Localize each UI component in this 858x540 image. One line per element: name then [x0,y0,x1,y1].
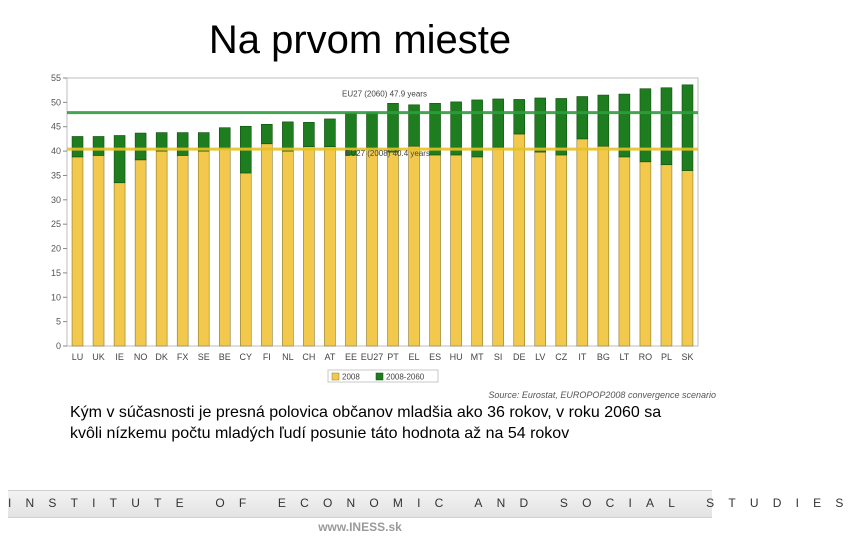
x-tick-label: SK [681,352,694,362]
bar-2008 [598,146,609,346]
x-tick-label: HU [449,352,463,362]
bar-2008-2060 [535,98,546,152]
eu27-2060-reference-label: EU27 (2060) 47.9 years [342,89,427,99]
bar-2008 [661,165,672,346]
bar-2008 [640,162,651,346]
x-tick-label: SI [493,352,503,362]
x-tick-label: IT [578,352,587,362]
bar-2008 [409,146,420,346]
x-tick-label: UK [92,352,105,362]
legend-swatch-2008 [332,373,339,380]
median-age-bar-chart [40,68,720,406]
y-tick-label: 0 [55,341,61,351]
bar-2008-2060 [577,97,588,139]
x-tick-label: DE [512,352,526,362]
bar-2008-2060 [219,128,230,149]
slide-title: Na prvom mieste [208,18,512,62]
bar-2008 [535,152,546,346]
x-tick-label: RO [638,352,653,362]
y-tick-label: 45 [50,121,61,132]
bar-2008-2060 [114,135,125,182]
legend-label-2008-2060: 2008-2060 [386,372,425,382]
bar-2008 [556,155,567,346]
y-tick-label: 25 [50,219,61,230]
y-tick-label: 30 [50,194,61,205]
bar-2008 [682,171,693,346]
bar-2008 [388,152,399,346]
x-tick-label: CH [302,352,316,362]
bar-2008 [93,155,104,346]
x-tick-label: PL [660,352,672,362]
footer-band [8,490,858,518]
x-tick-label: LV [535,352,546,362]
bar-2008 [472,157,483,346]
x-tick-label: BG [596,352,610,362]
bar-2008 [198,151,209,346]
bar-2008 [493,147,504,346]
x-tick-label: ES [429,352,442,362]
y-tick-label: 15 [50,267,61,278]
x-tick-label: EL [408,352,420,362]
legend-label-2008: 2008 [342,372,360,382]
x-tick-label: LU [71,352,84,362]
y-tick-label: 55 [50,73,61,83]
x-tick-label: EU27 [360,352,384,362]
bar-2008-2060 [451,102,462,155]
bar-2008-2060 [493,99,504,147]
bar-2008 [282,151,293,346]
y-tick-label: 20 [50,243,61,254]
footer-institute-name: INSTITUTE OF ECONOMIC AND SOCIAL STUDIES [8,496,858,510]
bar-2008-2060 [282,122,293,151]
x-tick-label: DK [155,352,168,362]
bar-2008 [367,149,378,346]
bar-2008 [261,144,272,346]
bar-2008-2060 [388,103,399,152]
x-tick-label: CY [239,352,253,362]
bar-2008 [451,155,462,346]
y-tick-label: 10 [50,292,61,303]
bar-2008-2060 [556,98,567,155]
bar-2008-2060 [430,103,441,155]
bar-2008 [577,139,588,346]
bar-2008-2060 [619,94,630,157]
x-tick-label: LT [619,352,630,362]
bar-2008-2060 [367,113,378,150]
x-tick-label: FX [176,352,189,362]
bar-2008 [72,157,83,346]
eu27-2008-reference-label: EU27 (2008) 40.4 years [345,149,430,159]
x-tick-label: BE [218,352,231,362]
bar-2008-2060 [661,88,672,165]
bar-2008 [240,173,251,346]
bar-2008 [219,149,230,346]
bar-2008-2060 [682,85,693,171]
bar-2008-2060 [640,89,651,162]
x-tick-label: PT [387,352,399,362]
x-tick-label: FI [262,352,271,362]
x-tick-label: MT [470,352,484,362]
bar-2008 [514,134,525,346]
bar-2008-2060 [72,136,83,156]
bar-2008 [177,155,188,346]
bar-2008-2060 [177,133,188,156]
x-tick-label: AT [324,352,336,362]
bar-2008-2060 [598,95,609,146]
chart-source-note: Source: Eurostat, EUROPOP2008 convergence scenario [488,390,716,400]
x-tick-label: IE [115,352,124,362]
y-tick-label: 50 [50,97,61,108]
bar-2008 [114,183,125,346]
bar-2008 [156,151,167,346]
bar-2008-2060 [514,99,525,134]
x-tick-label: EE [344,352,357,362]
bar-2008 [619,157,630,346]
bar-2008 [135,160,146,346]
bar-2008-2060 [324,119,335,147]
x-tick-label: CZ [555,352,568,362]
bar-2008-2060 [303,122,314,146]
bar-2008-2060 [261,124,272,143]
x-tick-label: NL [282,352,294,362]
x-tick-label: NO [133,352,148,362]
bar-2008 [324,147,335,346]
y-tick-label: 5 [55,316,61,327]
y-tick-label: 40 [50,146,61,157]
bar-2008-2060 [409,105,420,146]
bar-2008-2060 [135,133,146,160]
y-tick-label: 35 [50,170,61,181]
legend-swatch-2008-2060 [376,373,383,380]
bar-2008-2060 [93,136,104,155]
x-tick-label: SE [197,352,210,362]
footer-url[interactable]: www.INESS.sk [318,520,402,534]
caption-text: Kým v súčasnosti je presná polovica občanov mladšia ako 36 rokov, v roku 2060 sa kvôli nízkemu počtu mladých ľudí posunie táto hodnota až na 54 rokov [70,404,662,442]
bar-2008 [303,147,314,346]
bar-2008 [430,155,441,346]
bar-2008 [345,155,356,346]
